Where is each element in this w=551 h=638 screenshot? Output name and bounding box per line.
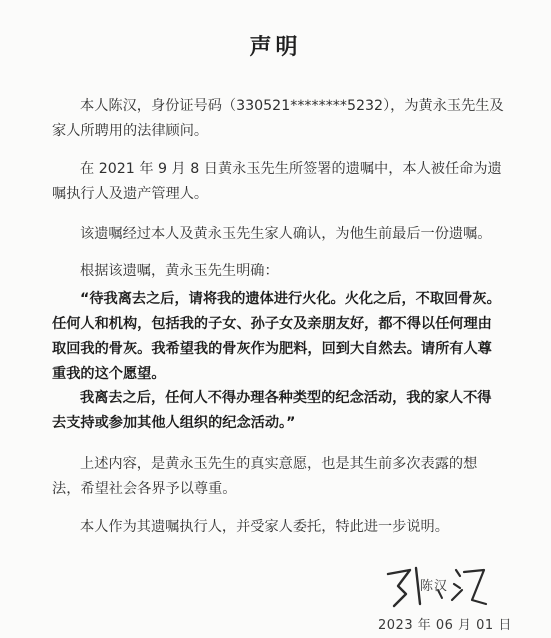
paragraph-confirmation: 该遗嘱经过本人及黄永玉先生家人确认，为他生前最后一份遗嘱。: [80, 226, 492, 242]
paragraph-will-quote-2: 我离去之后，任何人不得办理各种类型的纪念活动，我的家人不得去支持或参加其他人组织的纪念活动。”: [52, 390, 492, 431]
paragraph-identity: 本人陈汉，身份证号码（330521********5232），为黄永玉先生及家人所聘用的法律顾问。: [52, 98, 504, 139]
paragraph-respect-request: 上述内容，是黄永玉先生的真实意愿，也是其生前多次表露的想法，希望社会各界予以尊重。: [52, 456, 478, 497]
paragraph-appointment: 在 2021 年 9 月 8 日黄永玉先生所签署的遗嘱中，本人被任命为遗嘱执行人及遗产管理人。: [52, 161, 502, 202]
signature-name: 陈汉: [420, 579, 449, 594]
document-title: 声明: [249, 35, 302, 60]
paragraph-closing: 本人作为其遗嘱执行人，并受家人委托，特此进一步说明。: [80, 519, 449, 535]
paragraph-will-quote-1: “待我离去之后，请将我的遗体进行火化。火化之后，不取回骨灰。任何人和机构，包括我的子女、孙子女及亲朋友好，都不得以任何理由取回我的骨灰。我希望我的骨灰作为肥料，回到大自然去。请所有人尊重我的这个愿望。: [52, 291, 501, 382]
paragraph-intro: 根据该遗嘱，黄永玉先生明确：: [80, 263, 279, 279]
document-date: 2023 年 06 月 01 日: [378, 618, 512, 633]
